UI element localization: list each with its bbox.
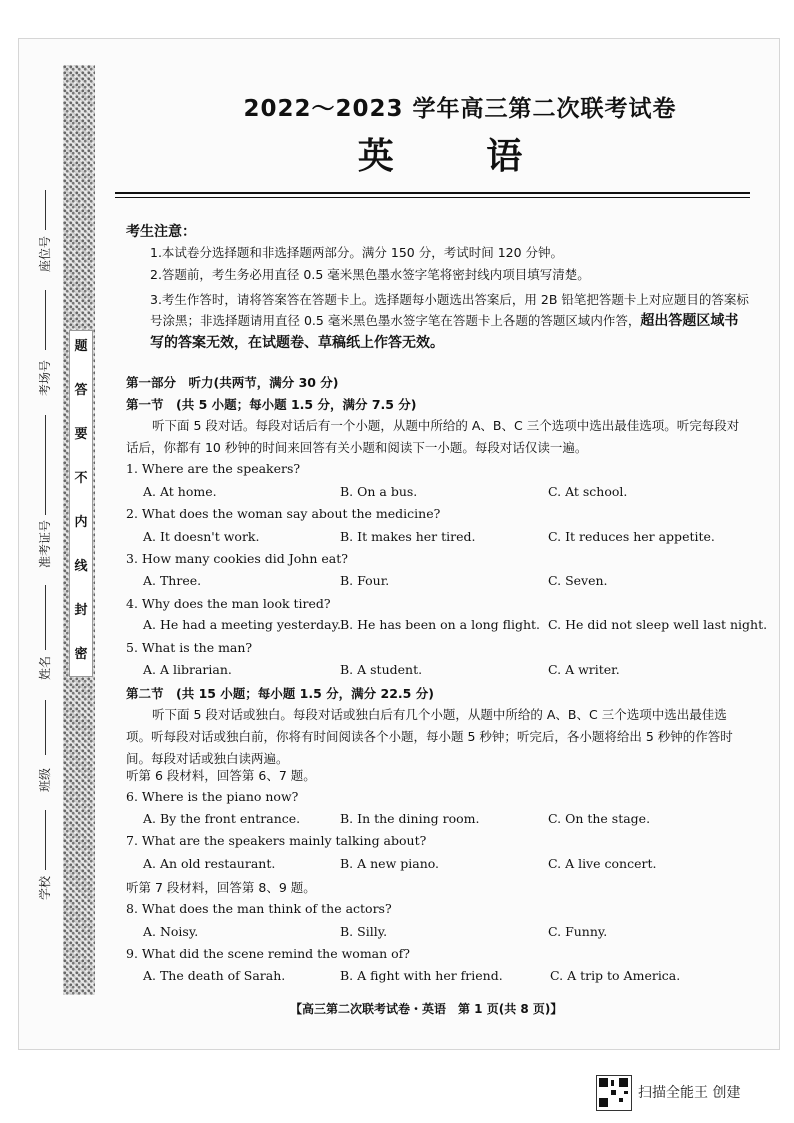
q3-option-c: C. Seven. (548, 573, 608, 588)
school-label: 学校 (38, 875, 52, 900)
class-label: 班级 (38, 767, 52, 792)
seat-number-line (45, 190, 46, 230)
q3-option-b: B. Four. (340, 573, 390, 588)
q7-option-b: B. A new piano. (340, 856, 440, 871)
seat-number-label: 座位号 (38, 235, 52, 272)
q4-option-b: B. He has been on a long flight. (340, 617, 541, 632)
ticket-number-line (45, 415, 46, 515)
part1-title: 第一部分 听力(共两节，满分 30 分) (126, 375, 339, 390)
q1-option-c: C. At school. (548, 484, 628, 499)
exam-title: 2022～2023 学年高三第二次联考试卷 (243, 96, 677, 122)
question-4: 4. Why does the man look tired? (126, 596, 331, 611)
q5-option-c: C. A writer. (548, 662, 620, 677)
q8-option-c: C. Funny. (548, 924, 608, 939)
q4-option-a: A. He had a meeting yesterday. (143, 617, 341, 632)
page-footer: 【高三第二次联考试卷・英语 第 1 页(共 8 页)】 (290, 1002, 563, 1016)
title-rule-thick (115, 192, 750, 194)
question-1: 1. Where are the speakers? (126, 461, 301, 476)
qr-module (611, 1080, 614, 1086)
question-9: 9. What did the scene remind the woman of? (126, 946, 411, 961)
q8-option-a: A. Noisy. (143, 924, 199, 939)
title-rule-thin (115, 197, 750, 198)
q6-option-a: A. By the front entrance. (143, 811, 301, 826)
seal-char: 要 (74, 427, 88, 442)
q7-option-a: A. An old restaurant. (143, 856, 276, 871)
q7-option-c: C. A live concert. (548, 856, 657, 871)
q3-option-a: A. Three. (143, 573, 202, 588)
paper-sheet (18, 38, 780, 1050)
notice-item-3 (150, 289, 750, 354)
qr-code-icon (596, 1075, 632, 1111)
ticket-number-label: 准考证号 (38, 519, 52, 568)
q8-option-b: B. Silly. (340, 924, 388, 939)
question-5: 5. What is the man? (126, 640, 253, 655)
scanner-watermark: 扫描全能王 创建 (638, 1085, 741, 1101)
section1-title: 第一节 (共 5 小题；每小题 1.5 分，满分 7.5 分) (126, 397, 417, 412)
q1-option-a: A. At home. (143, 484, 217, 499)
q4-option-c: C. He did not sleep well last night. (548, 617, 768, 632)
seal-char: 不 (74, 471, 88, 486)
q9-option-b: B. A fight with her friend. (340, 968, 503, 983)
exam-room-line (45, 290, 46, 350)
seal-char: 封 (74, 603, 88, 618)
q2-option-c: C. It reduces her appetite. (548, 529, 715, 544)
question-8: 8. What does the man think of the actors? (126, 901, 392, 916)
q9-option-a: A. The death of Sarah. (143, 968, 286, 983)
name-line (45, 585, 46, 650)
notice-item-3-emphasis: 超出答题区域书写的答案无效，在试题卷、草稿纸上作答无效。 (150, 313, 739, 351)
qr-finder (599, 1098, 608, 1107)
section1-instructions: 听下面 5 段对话。每段对话后有一个小题，从题中所给的 A、B、C 三个选项中选出最佳选项。听完每段对话后，你都有 10 秒钟的时间来回答有关小题和阅读下一小题。每段对话仅读一遍。 (126, 418, 740, 455)
seal-warning-box (69, 330, 93, 677)
listen-7-instruction: 听第 7 段材料，回答第 8、9 题。 (126, 880, 316, 895)
q9-option-c: C. A trip to America. (550, 968, 681, 983)
exam-room-label: 考场号 (38, 359, 52, 396)
notice-item-1: 1.本试卷分选择题和非选择题两部分。满分 150 分，考试时间 120 分钟。 (150, 245, 564, 260)
section2-title: 第二节 (共 15 小题；每小题 1.5 分，满分 22.5 分) (126, 686, 434, 701)
subject-title: 英 语 (357, 136, 563, 177)
q5-option-b: B. A student. (340, 662, 423, 677)
qr-module (624, 1091, 628, 1094)
seal-char: 线 (74, 559, 88, 574)
seal-char: 答 (74, 383, 88, 398)
question-6: 6. Where is the piano now? (126, 789, 299, 804)
q6-option-c: C. On the stage. (548, 811, 651, 826)
q2-option-a: A. It doesn't work. (143, 529, 260, 544)
question-7: 7. What are the speakers mainly talking about? (126, 833, 427, 848)
qr-finder (619, 1078, 628, 1087)
notice-item-2: 2.答题前，考生务必用直径 0.5 毫米黑色墨水签字笔将密封线内项目填写清楚。 (150, 267, 590, 282)
notice-item-3-text: 3.考生作答时，请将答案答在答题卡上。选择题每小题选出答案后，用 2B 铅笔把答题卡上对应题目的答案标号涂黑；非选择题请用直径 0.5 毫米黑色墨水签字笔在答题卡上各题的答题区域内作答， (150, 292, 749, 328)
qr-finder (599, 1078, 608, 1087)
listen-6-instruction: 听第 6 段材料，回答第 6、7 题。 (126, 768, 316, 783)
q1-option-b: B. On a bus. (340, 484, 418, 499)
class-line (45, 700, 46, 755)
question-2: 2. What does the woman say about the medicine? (126, 506, 441, 521)
qr-module (619, 1098, 623, 1102)
q5-option-a: A. A librarian. (143, 662, 232, 677)
name-label: 姓名 (38, 655, 52, 680)
q2-option-b: B. It makes her tired. (340, 529, 476, 544)
q6-option-b: B. In the dining room. (340, 811, 480, 826)
seal-char: 题 (74, 339, 88, 354)
qr-module (611, 1090, 616, 1095)
seal-char: 密 (74, 647, 88, 662)
seal-char: 内 (74, 515, 88, 530)
school-line (45, 810, 46, 870)
section2-instructions: 听下面 5 段对话或独白。每段对话或独白后有几个小题，从题中所给的 A、B、C 三个选项中选出最佳选项。听每段对话或独白前，你将有时间阅读各个小题，每小题 5 秒钟；听完后，各小题将给出 5 秒钟的作答时间。每段对话或独白读两遍。 (126, 707, 733, 766)
notice-heading: 考生注意： (126, 224, 196, 240)
question-3: 3. How many cookies did John eat? (126, 551, 348, 566)
